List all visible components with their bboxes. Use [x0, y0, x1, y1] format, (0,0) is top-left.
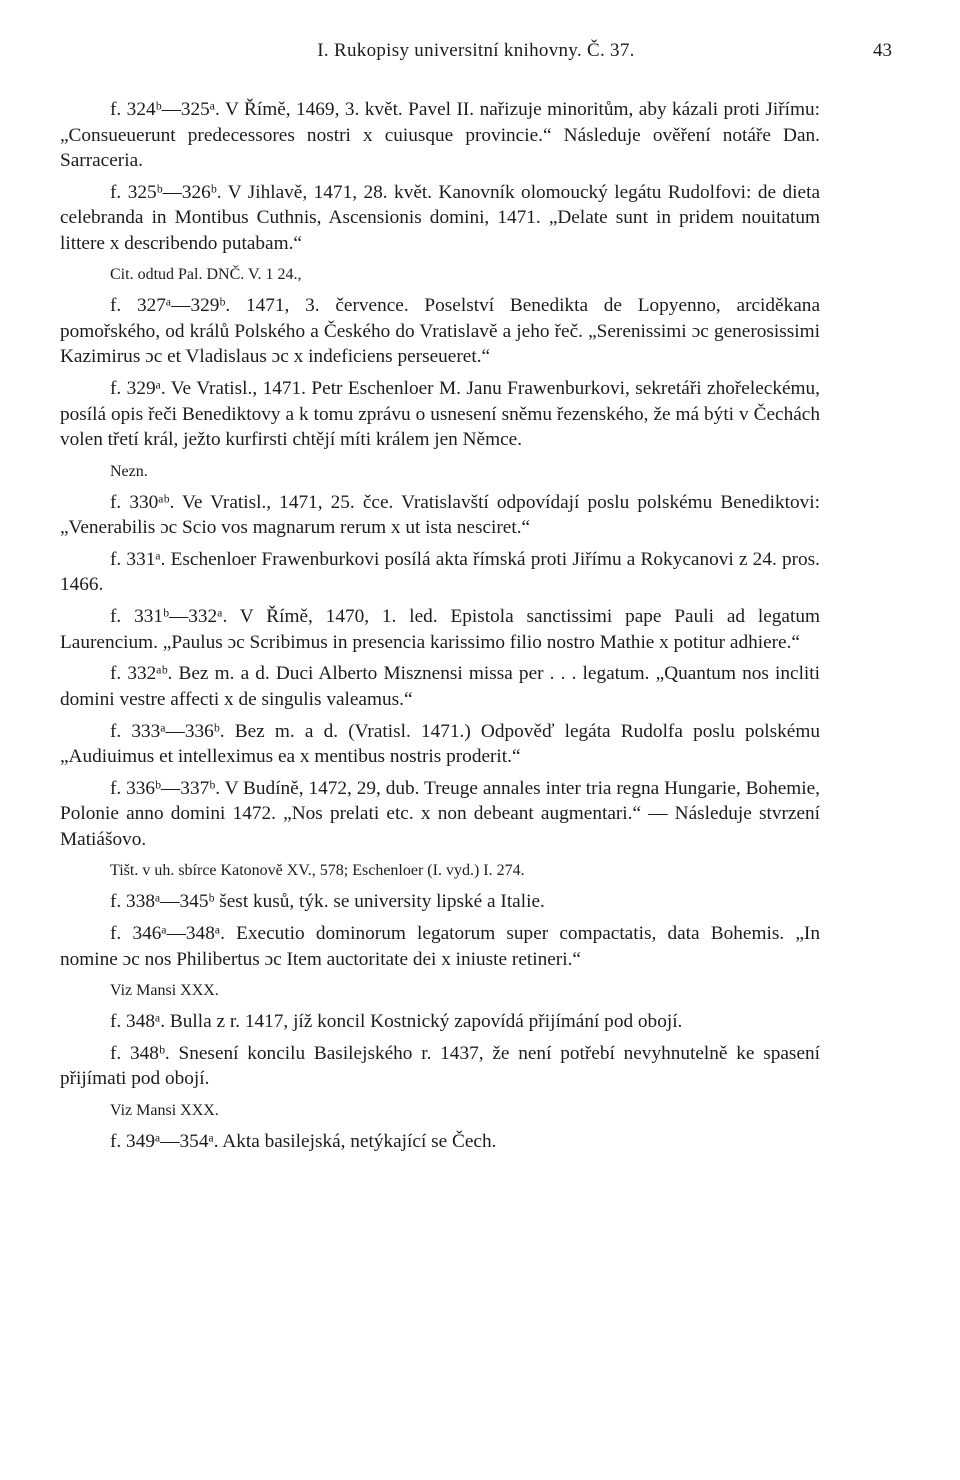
citation-note: Cit. odtud Pal. DNČ. V. 1 24.,: [110, 266, 302, 284]
entry: f. 331ᵇ—332ᵃ. V Římě, 1470, 1. led. Epistola sanctissimi pape Pauli ad legatum Laurencium. „Paulus ɔc Scribimus in presencia karissimo filio nostro Mathie x potitur adhiere.“: [60, 606, 820, 653]
entry: f. 349ᵃ—354ᵃ. Akta basilejská, netýkající se Čech.: [110, 1131, 497, 1153]
running-title: I. Rukopisy universitní knihovny. Č. 37.: [317, 40, 635, 61]
page-number: 43: [873, 40, 892, 61]
citation-note: Tišt. v uh. sbírce Katonově XV., 578; Eschenloer (I. vyd.) I. 274.: [110, 862, 525, 880]
running-header: [60, 40, 892, 70]
citation-note: Viz Mansi XXX.: [110, 1102, 219, 1120]
entry: f. 329ᵃ. Ve Vratisl., 1471. Petr Eschenloer M. Janu Frawenburkovi, sekretáři zhořeleckému, posílá opis řeči Benediktovy a k tomu zprávu o usnesení sněmu řezenského, že má býti v Čechách volen třetí král, ježto kurfirsti chtějí míti králem jen Němce.: [60, 378, 820, 451]
entry: f. 348ᵇ. Snesení koncilu Basilejského r. 1437, že není potřebí nevyhnutelně ke spasení přijímati pod obojí.: [60, 1042, 820, 1090]
entry: f. 333ᵃ—336ᵇ. Bez m. a d. (Vratisl. 1471.) Odpověď legáta Rudolfa poslu polskému „Audiuimus et intelleximus ea x mentibus nostris proderit.“: [60, 720, 820, 767]
entry: f. 338ᵃ—345ᵇ šest kusů, týk. se university lipské a Italie.: [110, 891, 545, 913]
entry: f. 327ᵃ—329ᵇ. 1471, 3. července. Poselství Benedikta de Lopyenno, arciděkana pomořského, od králů Polského a Českého do Vratislavě a jeho řeč. „Serenissimi ɔc generosissimi Kazimirus ɔc et Vladislaus ɔc x indeficiens perseueret.“: [60, 295, 820, 368]
entry: f. 330ᵃᵇ. Ve Vratisl., 1471, 25. čce. Vratislavští odpovídají poslu polskému Benediktovi: „Venerabilis ɔc Scio vos magnarum rerum x ut ista nesciret.“: [60, 491, 820, 539]
entry: f. 346ᵃ—348ᵃ. Executio dominorum legatorum super compactatis, data Bohemis. „In nomine ɔc nos Philibertus ɔc Item auctoritate dei x iniuste retineri.“: [60, 923, 820, 970]
entry: f. 332ᵃᵇ. Bez m. a d. Duci Alberto Misznensi missa per . . . legatum. „Quantum nos incliti domini vestre affecti x de singulis valeamus.“: [60, 663, 820, 710]
entry: f. 324ᵇ—325ᵃ. V Římě, 1469, 3. květ. Pavel II. nařizuje minoritům, aby kázali proti Jiřímu: „Consueuerunt predecessores nostri x cuiusque provincie.“ Následuje ověření notáře Dan. Sarraceria.: [60, 99, 820, 171]
page-body: [60, 97, 820, 1161]
citation-note: Viz Mansi XXX.: [110, 982, 219, 1000]
entry: f. 331ᵃ. Eschenloer Frawenburkovi posílá akta římská proti Jiřímu a Rokycanovi z 24. pros. 1466.: [60, 548, 820, 596]
citation-note: Nezn.: [110, 462, 148, 480]
entry: f. 336ᵇ—337ᵇ. V Budíně, 1472, 29, dub. Treuge annales inter tria regna Hungarie, Bohemie, Polonie anno domini 1472. „Nos prelati etc. x non debeant augmentari.“ — Následuje stvrzení Matiášovo.: [60, 777, 820, 850]
entry: f. 348ᵃ. Bulla z r. 1417, jíž koncil Kostnický zapovídá přijímání pod obojí.: [110, 1011, 683, 1033]
entry: f. 325ᵇ—326ᵇ. V Jihlavě, 1471, 28. květ. Kanovník olomoucký legátu Rudolfovi: de dieta celebranda in Montibus Cuthnis, Ascensionis domini, 1471. „Delate sunt in pridem nouitatum littere x describendo putabam.“: [60, 181, 820, 254]
